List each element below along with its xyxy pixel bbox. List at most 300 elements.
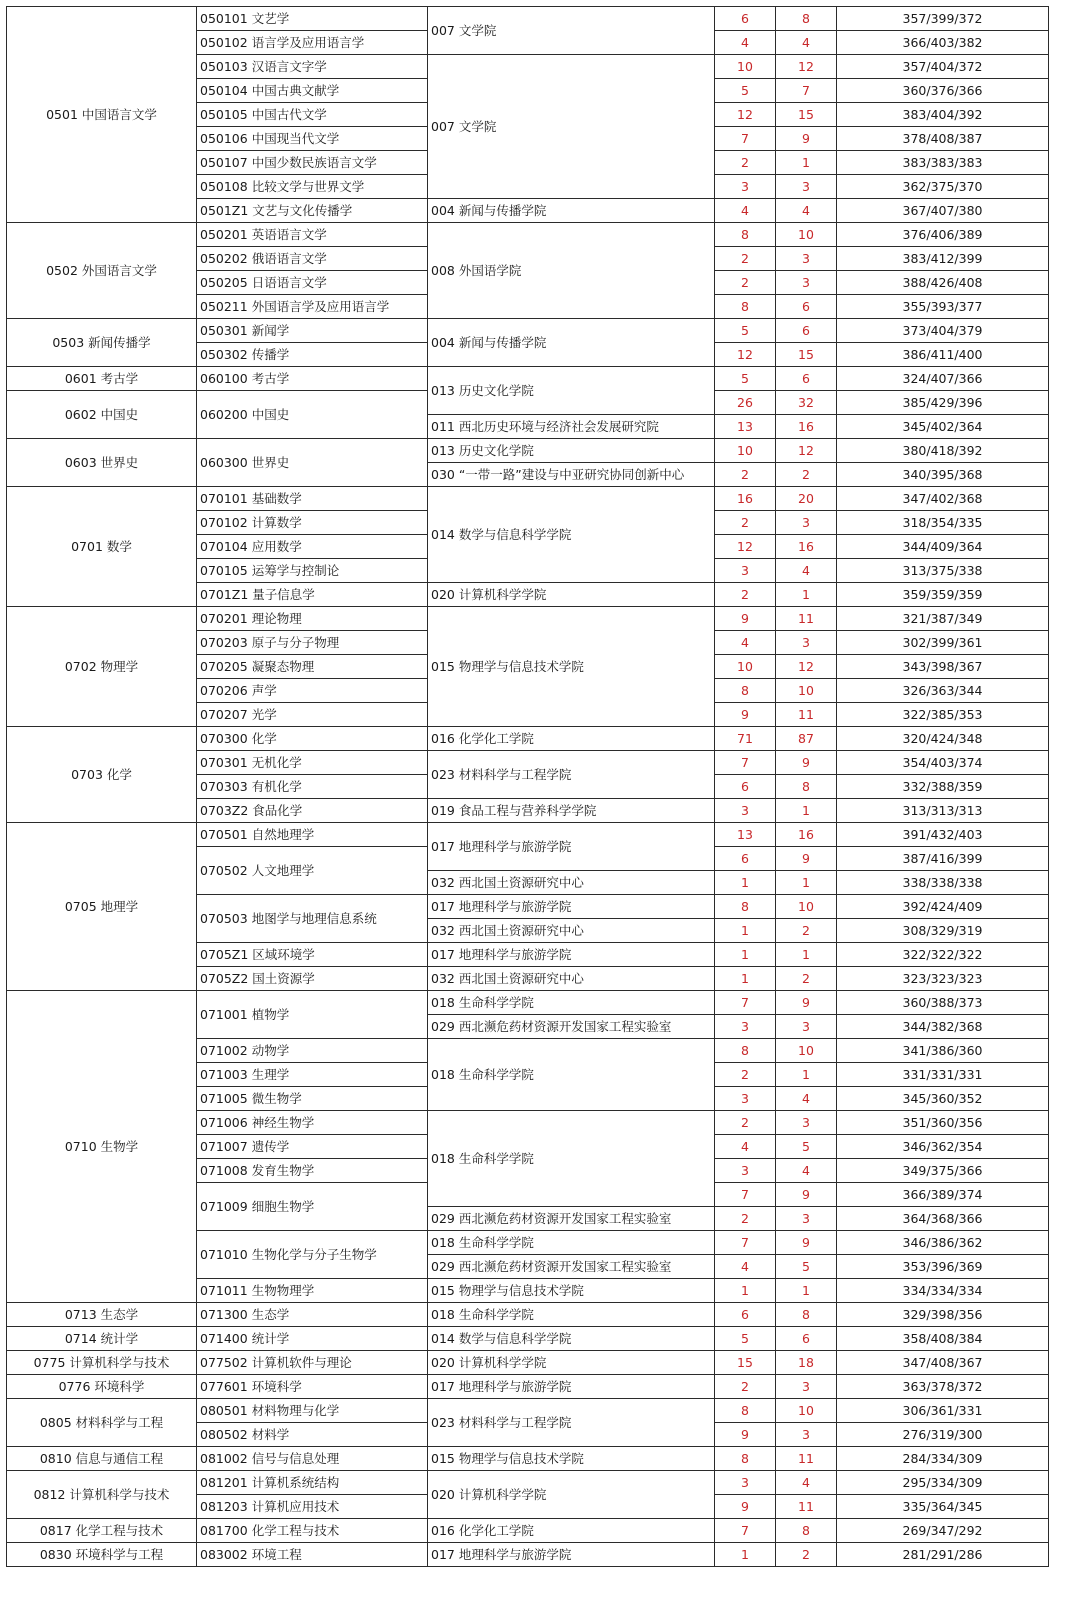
major-cell: 080501 材料物理与化学 — [197, 1399, 428, 1423]
score-cell: 318/354/335 — [837, 511, 1049, 535]
major-cell: 070503 地图学与地理信息系统 — [197, 895, 428, 943]
count-cell: 10 — [715, 655, 776, 679]
count-cell: 9 — [715, 607, 776, 631]
score-cell: 366/389/374 — [837, 1183, 1049, 1207]
score-cell: 335/364/345 — [837, 1495, 1049, 1519]
score-cell: 340/395/368 — [837, 463, 1049, 487]
college-cell: 018 生命科学学院 — [428, 1039, 715, 1111]
count-cell: 12 — [776, 55, 837, 79]
count-cell: 9 — [776, 751, 837, 775]
count-cell: 5 — [776, 1135, 837, 1159]
score-cell: 347/402/368 — [837, 487, 1049, 511]
count-cell: 8 — [715, 1447, 776, 1471]
major-cell: 050104 中国古典文献学 — [197, 79, 428, 103]
count-cell: 5 — [715, 79, 776, 103]
score-cell: 345/402/364 — [837, 415, 1049, 439]
count-cell: 1 — [776, 1279, 837, 1303]
discipline-cell: 0710 生物学 — [7, 991, 197, 1303]
score-cell: 329/398/356 — [837, 1303, 1049, 1327]
count-cell: 8 — [776, 1519, 837, 1543]
college-cell: 017 地理科学与旅游学院 — [428, 1375, 715, 1399]
college-cell: 013 历史文化学院 — [428, 367, 715, 415]
score-cell: 326/363/344 — [837, 679, 1049, 703]
score-cell: 349/375/366 — [837, 1159, 1049, 1183]
college-cell: 020 计算机科学学院 — [428, 1471, 715, 1519]
count-cell: 7 — [715, 1183, 776, 1207]
college-cell: 032 西北国土资源研究中心 — [428, 871, 715, 895]
count-cell: 1 — [776, 151, 837, 175]
count-cell: 7 — [715, 1519, 776, 1543]
major-cell: 060300 世界史 — [197, 439, 428, 487]
discipline-cell: 0503 新闻传播学 — [7, 319, 197, 367]
major-cell: 070501 自然地理学 — [197, 823, 428, 847]
college-cell: 032 西北国土资源研究中心 — [428, 967, 715, 991]
discipline-cell: 0603 世界史 — [7, 439, 197, 487]
count-cell: 9 — [715, 703, 776, 727]
count-cell: 5 — [715, 319, 776, 343]
major-cell: 081002 信号与信息处理 — [197, 1447, 428, 1471]
count-cell: 7 — [715, 991, 776, 1015]
count-cell: 3 — [715, 175, 776, 199]
count-cell: 7 — [776, 79, 837, 103]
count-cell: 4 — [776, 199, 837, 223]
count-cell: 8 — [776, 775, 837, 799]
major-cell: 070301 无机化学 — [197, 751, 428, 775]
score-cell: 358/408/384 — [837, 1327, 1049, 1351]
score-cell: 313/313/313 — [837, 799, 1049, 823]
major-cell: 081201 计算机系统结构 — [197, 1471, 428, 1495]
admission-score-table — [6, 6, 1049, 1567]
score-cell: 383/383/383 — [837, 151, 1049, 175]
score-cell: 343/398/367 — [837, 655, 1049, 679]
score-cell: 388/426/408 — [837, 271, 1049, 295]
count-cell: 4 — [715, 631, 776, 655]
count-cell: 2 — [776, 967, 837, 991]
major-cell: 050102 语言学及应用语言学 — [197, 31, 428, 55]
score-cell: 387/416/399 — [837, 847, 1049, 871]
count-cell: 10 — [776, 895, 837, 919]
major-cell: 050202 俄语语言文学 — [197, 247, 428, 271]
count-cell: 16 — [776, 535, 837, 559]
table-row — [7, 727, 1049, 751]
count-cell: 4 — [715, 1255, 776, 1279]
score-cell: 360/376/366 — [837, 79, 1049, 103]
count-cell: 3 — [776, 247, 837, 271]
count-cell: 5 — [776, 1255, 837, 1279]
score-cell: 347/408/367 — [837, 1351, 1049, 1375]
count-cell: 8 — [715, 1399, 776, 1423]
college-cell: 030 “一带一路”建设与中亚研究协同创新中心 — [428, 463, 715, 487]
count-cell: 3 — [776, 631, 837, 655]
major-cell: 070102 计算数学 — [197, 511, 428, 535]
table-row — [7, 1519, 1049, 1543]
count-cell: 1 — [715, 871, 776, 895]
discipline-cell: 0817 化学工程与技术 — [7, 1519, 197, 1543]
major-cell: 0501Z1 文艺与文化传播学 — [197, 199, 428, 223]
count-cell: 15 — [776, 103, 837, 127]
score-cell: 344/409/364 — [837, 535, 1049, 559]
college-cell: 014 数学与信息科学学院 — [428, 1327, 715, 1351]
score-cell: 338/338/338 — [837, 871, 1049, 895]
count-cell: 12 — [715, 103, 776, 127]
count-cell: 8 — [715, 679, 776, 703]
count-cell: 2 — [715, 1207, 776, 1231]
score-cell: 376/406/389 — [837, 223, 1049, 247]
discipline-cell: 0805 材料科学与工程 — [7, 1399, 197, 1447]
table-row — [7, 319, 1049, 343]
major-cell: 071007 遗传学 — [197, 1135, 428, 1159]
score-cell: 344/382/368 — [837, 1015, 1049, 1039]
count-cell: 9 — [776, 1183, 837, 1207]
major-cell: 070205 凝聚态物理 — [197, 655, 428, 679]
count-cell: 6 — [776, 1327, 837, 1351]
count-cell: 2 — [715, 271, 776, 295]
college-cell: 016 化学化工学院 — [428, 1519, 715, 1543]
count-cell: 16 — [715, 487, 776, 511]
major-cell: 080502 材料学 — [197, 1423, 428, 1447]
count-cell: 3 — [776, 1015, 837, 1039]
discipline-cell: 0501 中国语言文学 — [7, 7, 197, 223]
score-cell: 302/399/361 — [837, 631, 1049, 655]
count-cell: 6 — [715, 847, 776, 871]
score-cell: 346/386/362 — [837, 1231, 1049, 1255]
count-cell: 9 — [776, 991, 837, 1015]
table-row — [7, 1375, 1049, 1399]
score-cell: 392/424/409 — [837, 895, 1049, 919]
college-cell: 016 化学化工学院 — [428, 727, 715, 751]
major-cell: 070206 声学 — [197, 679, 428, 703]
count-cell: 8 — [715, 295, 776, 319]
score-cell: 320/424/348 — [837, 727, 1049, 751]
count-cell: 4 — [715, 31, 776, 55]
major-cell: 071005 微生物学 — [197, 1087, 428, 1111]
score-cell: 353/396/369 — [837, 1255, 1049, 1279]
table-row — [7, 439, 1049, 463]
college-cell: 014 数学与信息科学学院 — [428, 487, 715, 583]
count-cell: 3 — [776, 175, 837, 199]
major-cell: 050101 文艺学 — [197, 7, 428, 31]
table-row — [7, 1447, 1049, 1471]
discipline-cell: 0775 计算机科学与技术 — [7, 1351, 197, 1375]
score-cell: 351/360/356 — [837, 1111, 1049, 1135]
count-cell: 4 — [776, 559, 837, 583]
score-cell: 364/368/366 — [837, 1207, 1049, 1231]
count-cell: 3 — [715, 1015, 776, 1039]
score-cell: 386/411/400 — [837, 343, 1049, 367]
count-cell: 12 — [776, 655, 837, 679]
discipline-cell: 0830 环境科学与工程 — [7, 1543, 197, 1567]
count-cell: 26 — [715, 391, 776, 415]
score-cell: 269/347/292 — [837, 1519, 1049, 1543]
count-cell: 10 — [776, 679, 837, 703]
count-cell: 2 — [776, 463, 837, 487]
count-cell: 8 — [776, 7, 837, 31]
score-cell: 366/403/382 — [837, 31, 1049, 55]
major-cell: 071002 动物学 — [197, 1039, 428, 1063]
score-cell: 355/393/377 — [837, 295, 1049, 319]
college-cell: 029 西北濒危药材资源开发国家工程实验室 — [428, 1015, 715, 1039]
discipline-cell: 0601 考古学 — [7, 367, 197, 391]
count-cell: 4 — [776, 31, 837, 55]
major-cell: 050103 汉语言文字学 — [197, 55, 428, 79]
count-cell: 4 — [776, 1159, 837, 1183]
major-cell: 071011 生物物理学 — [197, 1279, 428, 1303]
count-cell: 2 — [715, 151, 776, 175]
count-cell: 1 — [776, 943, 837, 967]
major-cell: 060100 考古学 — [197, 367, 428, 391]
major-cell: 050108 比较文学与世界文学 — [197, 175, 428, 199]
score-cell: 385/429/396 — [837, 391, 1049, 415]
score-cell: 322/385/353 — [837, 703, 1049, 727]
count-cell: 9 — [715, 1495, 776, 1519]
count-cell: 11 — [776, 703, 837, 727]
count-cell: 9 — [715, 1423, 776, 1447]
score-cell: 313/375/338 — [837, 559, 1049, 583]
major-cell: 071008 发育生物学 — [197, 1159, 428, 1183]
college-cell: 017 地理科学与旅游学院 — [428, 943, 715, 967]
count-cell: 11 — [776, 1447, 837, 1471]
count-cell: 1 — [715, 1279, 776, 1303]
score-cell: 346/362/354 — [837, 1135, 1049, 1159]
count-cell: 1 — [715, 919, 776, 943]
score-cell: 322/322/322 — [837, 943, 1049, 967]
major-cell: 071400 统计学 — [197, 1327, 428, 1351]
count-cell: 3 — [776, 1423, 837, 1447]
score-cell: 383/404/392 — [837, 103, 1049, 127]
major-cell: 071006 神经生物学 — [197, 1111, 428, 1135]
count-cell: 3 — [776, 511, 837, 535]
count-cell: 5 — [715, 367, 776, 391]
college-cell: 020 计算机科学学院 — [428, 583, 715, 607]
table-row — [7, 223, 1049, 247]
count-cell: 16 — [776, 415, 837, 439]
college-cell: 032 西北国土资源研究中心 — [428, 919, 715, 943]
major-cell: 071001 植物学 — [197, 991, 428, 1039]
count-cell: 12 — [776, 439, 837, 463]
count-cell: 7 — [715, 1231, 776, 1255]
major-cell: 0705Z2 国土资源学 — [197, 967, 428, 991]
college-cell: 013 历史文化学院 — [428, 439, 715, 463]
count-cell: 13 — [715, 823, 776, 847]
major-cell: 070201 理论物理 — [197, 607, 428, 631]
count-cell: 87 — [776, 727, 837, 751]
college-cell: 007 文学院 — [428, 7, 715, 55]
score-cell: 380/418/392 — [837, 439, 1049, 463]
count-cell: 5 — [715, 1327, 776, 1351]
discipline-cell: 0714 统计学 — [7, 1327, 197, 1351]
discipline-cell: 0705 地理学 — [7, 823, 197, 991]
count-cell: 8 — [776, 1303, 837, 1327]
college-cell: 004 新闻与传播学院 — [428, 319, 715, 367]
major-cell: 070502 人文地理学 — [197, 847, 428, 895]
college-cell: 018 生命科学学院 — [428, 1303, 715, 1327]
major-cell: 081700 化学工程与技术 — [197, 1519, 428, 1543]
table-row — [7, 607, 1049, 631]
count-cell: 10 — [776, 223, 837, 247]
score-cell: 324/407/366 — [837, 367, 1049, 391]
major-cell: 050106 中国现当代文学 — [197, 127, 428, 151]
college-cell: 015 物理学与信息技术学院 — [428, 1279, 715, 1303]
count-cell: 2 — [776, 1543, 837, 1567]
major-cell: 050211 外国语言学及应用语言学 — [197, 295, 428, 319]
score-cell: 332/388/359 — [837, 775, 1049, 799]
count-cell: 3 — [776, 1207, 837, 1231]
count-cell: 9 — [776, 847, 837, 871]
count-cell: 1 — [776, 871, 837, 895]
table-row — [7, 1471, 1049, 1495]
discipline-cell: 0812 计算机科学与技术 — [7, 1471, 197, 1519]
count-cell: 8 — [715, 895, 776, 919]
table-row — [7, 1351, 1049, 1375]
table-row — [7, 1327, 1049, 1351]
score-cell: 345/360/352 — [837, 1087, 1049, 1111]
table-body — [7, 7, 1049, 1567]
major-cell: 070101 基础数学 — [197, 487, 428, 511]
count-cell: 6 — [776, 367, 837, 391]
score-cell: 383/412/399 — [837, 247, 1049, 271]
count-cell: 9 — [776, 127, 837, 151]
count-cell: 13 — [715, 415, 776, 439]
college-cell: 019 食品工程与营养科学学院 — [428, 799, 715, 823]
table-row — [7, 367, 1049, 391]
discipline-cell: 0602 中国史 — [7, 391, 197, 439]
score-cell: 391/432/403 — [837, 823, 1049, 847]
major-cell: 0703Z2 食品化学 — [197, 799, 428, 823]
discipline-cell: 0810 信息与通信工程 — [7, 1447, 197, 1471]
count-cell: 6 — [715, 1303, 776, 1327]
count-cell: 1 — [776, 799, 837, 823]
major-cell: 050107 中国少数民族语言文学 — [197, 151, 428, 175]
count-cell: 10 — [715, 55, 776, 79]
count-cell: 8 — [715, 1039, 776, 1063]
count-cell: 15 — [715, 1351, 776, 1375]
count-cell: 18 — [776, 1351, 837, 1375]
major-cell: 050301 新闻学 — [197, 319, 428, 343]
score-cell: 357/404/372 — [837, 55, 1049, 79]
score-cell: 284/334/309 — [837, 1447, 1049, 1471]
count-cell: 12 — [715, 535, 776, 559]
count-cell: 1 — [776, 1063, 837, 1087]
discipline-cell: 0703 化学 — [7, 727, 197, 823]
count-cell: 3 — [776, 271, 837, 295]
college-cell: 018 生命科学学院 — [428, 991, 715, 1015]
major-cell: 060200 中国史 — [197, 391, 428, 439]
major-cell: 071300 生态学 — [197, 1303, 428, 1327]
count-cell: 3 — [715, 1471, 776, 1495]
count-cell: 15 — [776, 343, 837, 367]
count-cell: 3 — [776, 1111, 837, 1135]
score-cell: 308/329/319 — [837, 919, 1049, 943]
count-cell: 2 — [715, 511, 776, 535]
count-cell: 3 — [715, 559, 776, 583]
college-cell: 004 新闻与传播学院 — [428, 199, 715, 223]
count-cell: 71 — [715, 727, 776, 751]
college-cell: 011 西北历史环境与经济社会发展研究院 — [428, 415, 715, 439]
table-row — [7, 1399, 1049, 1423]
major-cell: 0701Z1 量子信息学 — [197, 583, 428, 607]
count-cell: 6 — [776, 295, 837, 319]
table-row — [7, 7, 1049, 31]
college-cell: 015 物理学与信息技术学院 — [428, 1447, 715, 1471]
count-cell: 11 — [776, 607, 837, 631]
count-cell: 3 — [776, 1375, 837, 1399]
table-row — [7, 1303, 1049, 1327]
college-cell: 015 物理学与信息技术学院 — [428, 607, 715, 727]
score-cell: 378/408/387 — [837, 127, 1049, 151]
college-cell: 008 外国语学院 — [428, 223, 715, 319]
score-cell: 373/404/379 — [837, 319, 1049, 343]
major-cell: 070203 原子与分子物理 — [197, 631, 428, 655]
count-cell: 7 — [715, 751, 776, 775]
count-cell: 6 — [715, 775, 776, 799]
count-cell: 3 — [715, 1087, 776, 1111]
discipline-cell: 0776 环境科学 — [7, 1375, 197, 1399]
count-cell: 12 — [715, 343, 776, 367]
score-cell: 276/319/300 — [837, 1423, 1049, 1447]
count-cell: 1 — [715, 1543, 776, 1567]
table-row — [7, 823, 1049, 847]
college-cell: 029 西北濒危药材资源开发国家工程实验室 — [428, 1255, 715, 1279]
major-cell: 077502 计算机软件与理论 — [197, 1351, 428, 1375]
count-cell: 1 — [715, 967, 776, 991]
count-cell: 1 — [776, 583, 837, 607]
score-cell: 341/386/360 — [837, 1039, 1049, 1063]
college-cell: 007 文学院 — [428, 55, 715, 199]
score-cell: 323/323/323 — [837, 967, 1049, 991]
college-cell: 020 计算机科学学院 — [428, 1351, 715, 1375]
major-cell: 070207 光学 — [197, 703, 428, 727]
college-cell: 017 地理科学与旅游学院 — [428, 823, 715, 871]
count-cell: 1 — [715, 943, 776, 967]
count-cell: 4 — [715, 1135, 776, 1159]
count-cell: 2 — [715, 583, 776, 607]
count-cell: 10 — [776, 1399, 837, 1423]
score-cell: 360/388/373 — [837, 991, 1049, 1015]
score-cell: 357/399/372 — [837, 7, 1049, 31]
count-cell: 4 — [776, 1471, 837, 1495]
major-cell: 077601 环境科学 — [197, 1375, 428, 1399]
college-cell: 023 材料科学与工程学院 — [428, 751, 715, 799]
count-cell: 7 — [715, 127, 776, 151]
major-cell: 050201 英语语言文学 — [197, 223, 428, 247]
discipline-cell: 0502 外国语言文学 — [7, 223, 197, 319]
major-cell: 071003 生理学 — [197, 1063, 428, 1087]
major-cell: 0705Z1 区域环境学 — [197, 943, 428, 967]
score-cell: 295/334/309 — [837, 1471, 1049, 1495]
count-cell: 2 — [715, 247, 776, 271]
count-cell: 2 — [715, 1063, 776, 1087]
major-cell: 070105 运筹学与控制论 — [197, 559, 428, 583]
major-cell: 050205 日语语言文学 — [197, 271, 428, 295]
count-cell: 2 — [715, 463, 776, 487]
count-cell: 4 — [715, 199, 776, 223]
discipline-cell: 0702 物理学 — [7, 607, 197, 727]
score-cell: 359/359/359 — [837, 583, 1049, 607]
major-cell: 070303 有机化学 — [197, 775, 428, 799]
score-cell: 321/387/349 — [837, 607, 1049, 631]
score-cell: 306/361/331 — [837, 1399, 1049, 1423]
major-cell: 081203 计算机应用技术 — [197, 1495, 428, 1519]
table-row — [7, 1543, 1049, 1567]
count-cell: 11 — [776, 1495, 837, 1519]
count-cell: 3 — [715, 799, 776, 823]
count-cell: 10 — [715, 439, 776, 463]
major-cell: 071010 生物化学与分子生物学 — [197, 1231, 428, 1279]
count-cell: 6 — [776, 319, 837, 343]
college-cell: 018 生命科学学院 — [428, 1231, 715, 1255]
count-cell: 3 — [715, 1159, 776, 1183]
discipline-cell: 0701 数学 — [7, 487, 197, 607]
